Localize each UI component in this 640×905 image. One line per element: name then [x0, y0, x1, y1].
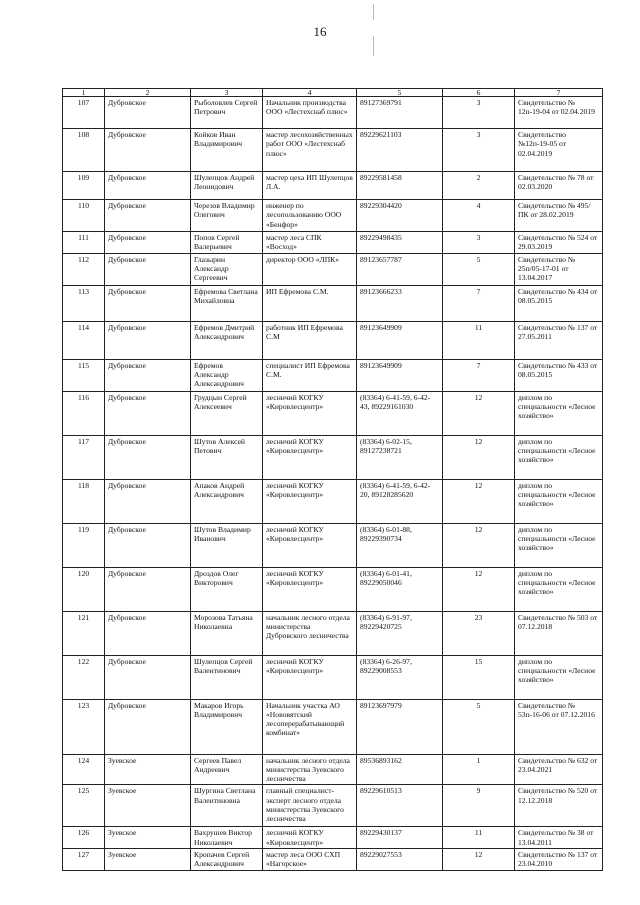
experience-years: 7: [443, 359, 515, 391]
column-header: 1: [63, 89, 105, 97]
person-position: лесничий КОГКУ «Кировлесцентр»: [263, 523, 357, 567]
row-number: 126: [63, 827, 105, 849]
table-row: [63, 567, 603, 611]
person-position: мастер цеха ИП Шулепцов Л.А.: [263, 172, 357, 200]
district-name: Дубровское: [105, 655, 191, 699]
person-name: Рыболовлев Сергей Петрович: [191, 97, 263, 129]
qualification-document: диплом по специальности «Лесное хозяйство»: [515, 523, 603, 567]
person-position: мастер лесохозяйственных работ ООО «Лестехснаб плюс»: [263, 129, 357, 172]
district-name: Дубровское: [105, 172, 191, 200]
person-name: Апаков Андрей Александрович: [191, 479, 263, 523]
person-name: Макаров Игорь Владимирович: [191, 699, 263, 754]
person-name: Шулепцов Сергей Валентинович: [191, 655, 263, 699]
qualification-document: Свидетельство № 433 от 08.05.2015: [515, 359, 603, 391]
person-position: лесничий КОГКУ «Кировлесцентр»: [263, 435, 357, 479]
person-name: Шутов Владимир Иванович: [191, 523, 263, 567]
person-phone: (83364) 6-01-41, 89229050046: [357, 567, 443, 611]
experience-years: 11: [443, 321, 515, 359]
table-row: [63, 321, 603, 359]
row-number: 127: [63, 848, 105, 870]
column-header: 5: [357, 89, 443, 97]
person-name: Глазырин Александр Сергеевич: [191, 253, 263, 285]
qualification-document: Свидетельство № 38 от 13.04.2011: [515, 827, 603, 849]
person-position: главный специалист-эксперт лесного отдела министерства Зуевского лесничества: [263, 785, 357, 827]
experience-years: 5: [443, 253, 515, 285]
qualification-document: Свидетельство №12п-19-05 от 02.04.2019: [515, 129, 603, 172]
row-number: 110: [63, 200, 105, 232]
qualification-document: Свидетельство № 503 от 07.12.2018: [515, 611, 603, 655]
row-number: 107: [63, 97, 105, 129]
table-row: [63, 848, 603, 870]
district-name: Дубровское: [105, 391, 191, 435]
person-position: специалист ИП Ефремова С.М.: [263, 359, 357, 391]
person-position: Начальник производства ООО «Лестехснаб плюс»: [263, 97, 357, 129]
person-phone: 89229610513: [357, 785, 443, 827]
person-phone: 89123657787: [357, 253, 443, 285]
person-position: лесничий КОГКУ «Кировлесцентр»: [263, 567, 357, 611]
experience-years: 1: [443, 754, 515, 785]
experience-years: 15: [443, 655, 515, 699]
table-row: [63, 611, 603, 655]
district-name: Дубровское: [105, 435, 191, 479]
person-name: Попов Сергей Валерьевич: [191, 232, 263, 254]
person-name: Сергеев Павел Андреевич: [191, 754, 263, 785]
row-number: 117: [63, 435, 105, 479]
person-phone: 89123649909: [357, 359, 443, 391]
person-phone: 89229027553: [357, 848, 443, 870]
person-phone: 89229621103: [357, 129, 443, 172]
person-phone: (83364) 6-41-59, 6-42-20, 89128285620: [357, 479, 443, 523]
person-name: Ефремов Дмитрий Александрович: [191, 321, 263, 359]
row-number: 115: [63, 359, 105, 391]
table-row: [63, 827, 603, 849]
qualification-document: Свидетельство № 12п-19-04 от 02.04.2019: [515, 97, 603, 129]
person-position: лесничий КОГКУ «Кировлесцентр»: [263, 479, 357, 523]
row-number: 113: [63, 285, 105, 321]
experience-years: 11: [443, 827, 515, 849]
district-name: Дубровское: [105, 321, 191, 359]
person-phone: (83364) 6-01-88, 89229390734: [357, 523, 443, 567]
experience-years: 12: [443, 435, 515, 479]
experience-years: 2: [443, 172, 515, 200]
person-phone: 89123649909: [357, 321, 443, 359]
qualification-document: диплом по специальности «Лесное хозяйство»: [515, 435, 603, 479]
person-position: инженер по лесопользованию ООО «Бенфор»: [263, 200, 357, 232]
person-position: лесничий КОГКУ «Кировлесцентр»: [263, 655, 357, 699]
scan-mark: [373, 36, 374, 56]
person-name: Морозова Татьяна Николаевна: [191, 611, 263, 655]
row-number: 121: [63, 611, 105, 655]
qualification-document: диплом по специальности «Лесное хозяйство»: [515, 479, 603, 523]
row-number: 112: [63, 253, 105, 285]
row-number: 119: [63, 523, 105, 567]
scan-mark: [373, 4, 374, 20]
row-number: 122: [63, 655, 105, 699]
qualification-document: диплом по специальности «Лесное хозяйство»: [515, 655, 603, 699]
person-position: лесничий КОГКУ «Кировлесцентр»: [263, 827, 357, 849]
person-position: Начальник участка АО «Нововятский лесоперерабатывающий комбинат»: [263, 699, 357, 754]
district-name: Дубровское: [105, 479, 191, 523]
person-phone: (83364) 6-26-97, 89229008553: [357, 655, 443, 699]
specialists-table: [62, 88, 603, 871]
person-phone: (83364) 6-02-15, 89127238721: [357, 435, 443, 479]
row-number: 109: [63, 172, 105, 200]
experience-years: 12: [443, 848, 515, 870]
district-name: Дубровское: [105, 359, 191, 391]
row-number: 123: [63, 699, 105, 754]
table-row: [63, 200, 603, 232]
district-name: Зуевское: [105, 848, 191, 870]
table-row: [63, 655, 603, 699]
person-name: Ефремова Светлана Михайловна: [191, 285, 263, 321]
person-name: Койков Иван Владимирович: [191, 129, 263, 172]
experience-years: 3: [443, 232, 515, 254]
person-phone: 89229498435: [357, 232, 443, 254]
person-position: мастер леса СПК «Восход»: [263, 232, 357, 254]
person-name: Шутов Алексей Петович: [191, 435, 263, 479]
experience-years: 4: [443, 200, 515, 232]
person-name: Грудцын Сергей Алексеевич: [191, 391, 263, 435]
person-phone: 89229304420: [357, 200, 443, 232]
row-number: 120: [63, 567, 105, 611]
experience-years: 23: [443, 611, 515, 655]
person-phone: 89229581458: [357, 172, 443, 200]
person-phone: 89536893162: [357, 754, 443, 785]
qualification-document: Свидетельство № 495/ПК от 28.02.2019: [515, 200, 603, 232]
table-row: [63, 523, 603, 567]
table-row: [63, 359, 603, 391]
district-name: Дубровское: [105, 523, 191, 567]
table-row: [63, 129, 603, 172]
qualification-document: Свидетельство № 434 от 08.05.2015: [515, 285, 603, 321]
experience-years: 12: [443, 567, 515, 611]
table-row: [63, 699, 603, 754]
district-name: Дубровское: [105, 567, 191, 611]
person-phone: 89123697979: [357, 699, 443, 754]
person-name: Дроздов Олег Викторович: [191, 567, 263, 611]
district-name: Дубровское: [105, 232, 191, 254]
qualification-document: диплом по специальности «Лесное хозяйство»: [515, 391, 603, 435]
person-name: Ефремов Александр Александрович: [191, 359, 263, 391]
row-number: 125: [63, 785, 105, 827]
row-number: 118: [63, 479, 105, 523]
person-phone: 89229430137: [357, 827, 443, 849]
experience-years: 12: [443, 479, 515, 523]
district-name: Дубровское: [105, 97, 191, 129]
district-name: Дубровское: [105, 129, 191, 172]
person-name: Шулепцов Андрей Леонидович: [191, 172, 263, 200]
table-row: [63, 479, 603, 523]
district-name: Дубровское: [105, 611, 191, 655]
qualification-document: Свидетельство № 524 от 29.03.2019: [515, 232, 603, 254]
table-row: [63, 435, 603, 479]
district-name: Дубровское: [105, 253, 191, 285]
experience-years: 5: [443, 699, 515, 754]
row-number: 108: [63, 129, 105, 172]
experience-years: 7: [443, 285, 515, 321]
column-header: 4: [263, 89, 357, 97]
person-name: Кропачев Сергей Александрович: [191, 848, 263, 870]
page-number: 16: [313, 24, 327, 39]
experience-years: 12: [443, 391, 515, 435]
district-name: Дубровское: [105, 200, 191, 232]
qualification-document: Свидетельство № 78 от 02.03.2020: [515, 172, 603, 200]
district-name: Зуевское: [105, 785, 191, 827]
person-position: работник ИП Ефремова С.М: [263, 321, 357, 359]
person-position: начальник лесного отдела министерства Зуевского лесничества: [263, 754, 357, 785]
person-name: Вахрушев Виктор Николаевич: [191, 827, 263, 849]
table-row: [63, 172, 603, 200]
district-name: Зуевское: [105, 827, 191, 849]
person-position: начальник лесного отдела министерства Дубровского лесничества: [263, 611, 357, 655]
experience-years: 3: [443, 129, 515, 172]
row-number: 114: [63, 321, 105, 359]
district-name: Зуевское: [105, 754, 191, 785]
experience-years: 3: [443, 97, 515, 129]
qualification-document: Свидетельство № 137 от 23.04.2010: [515, 848, 603, 870]
table-row: [63, 97, 603, 129]
person-position: директор ООО «ЛПК»: [263, 253, 357, 285]
qualification-document: Свидетельство № 632 от 23.04.2021: [515, 754, 603, 785]
table-row: [63, 232, 603, 254]
table-row: [63, 785, 603, 827]
person-phone: 89127369791: [357, 97, 443, 129]
experience-years: 9: [443, 785, 515, 827]
column-header: 3: [191, 89, 263, 97]
table-row: [63, 285, 603, 321]
district-name: Дубровское: [105, 699, 191, 754]
row-number: 124: [63, 754, 105, 785]
table-row: [63, 391, 603, 435]
person-phone: 89123666233: [357, 285, 443, 321]
person-position: мастер леса ООО СХП «Нагорское»: [263, 848, 357, 870]
person-name: Шургина Светлана Валентиновна: [191, 785, 263, 827]
qualification-document: Свидетельство № 25п/05-17-01 от 13.04.2017: [515, 253, 603, 285]
table-row: [63, 253, 603, 285]
person-name: Черезов Владимир Олегович: [191, 200, 263, 232]
person-position: лесничий КОГКУ «Кировлесцентр»: [263, 391, 357, 435]
row-number: 111: [63, 232, 105, 254]
qualification-document: Свидетельство № 520 от 12.12.2018: [515, 785, 603, 827]
column-header: 7: [515, 89, 603, 97]
qualification-document: Свидетельство № 137 от 27.05.2011: [515, 321, 603, 359]
qualification-document: диплом по специальности «Лесное хозяйство»: [515, 567, 603, 611]
person-phone: (83364) 6-41-59, 6-42-43, 89229161030: [357, 391, 443, 435]
table-header-row: [63, 89, 603, 97]
experience-years: 12: [443, 523, 515, 567]
person-phone: (83364) 6-91-97, 89229420725: [357, 611, 443, 655]
row-number: 116: [63, 391, 105, 435]
qualification-document: Свидетельство № 53п-16-06 от 07.12.2016: [515, 699, 603, 754]
district-name: Дубровское: [105, 285, 191, 321]
column-header: 2: [105, 89, 191, 97]
table-row: [63, 754, 603, 785]
column-header: 6: [443, 89, 515, 97]
person-position: ИП Ефремова С.М.: [263, 285, 357, 321]
